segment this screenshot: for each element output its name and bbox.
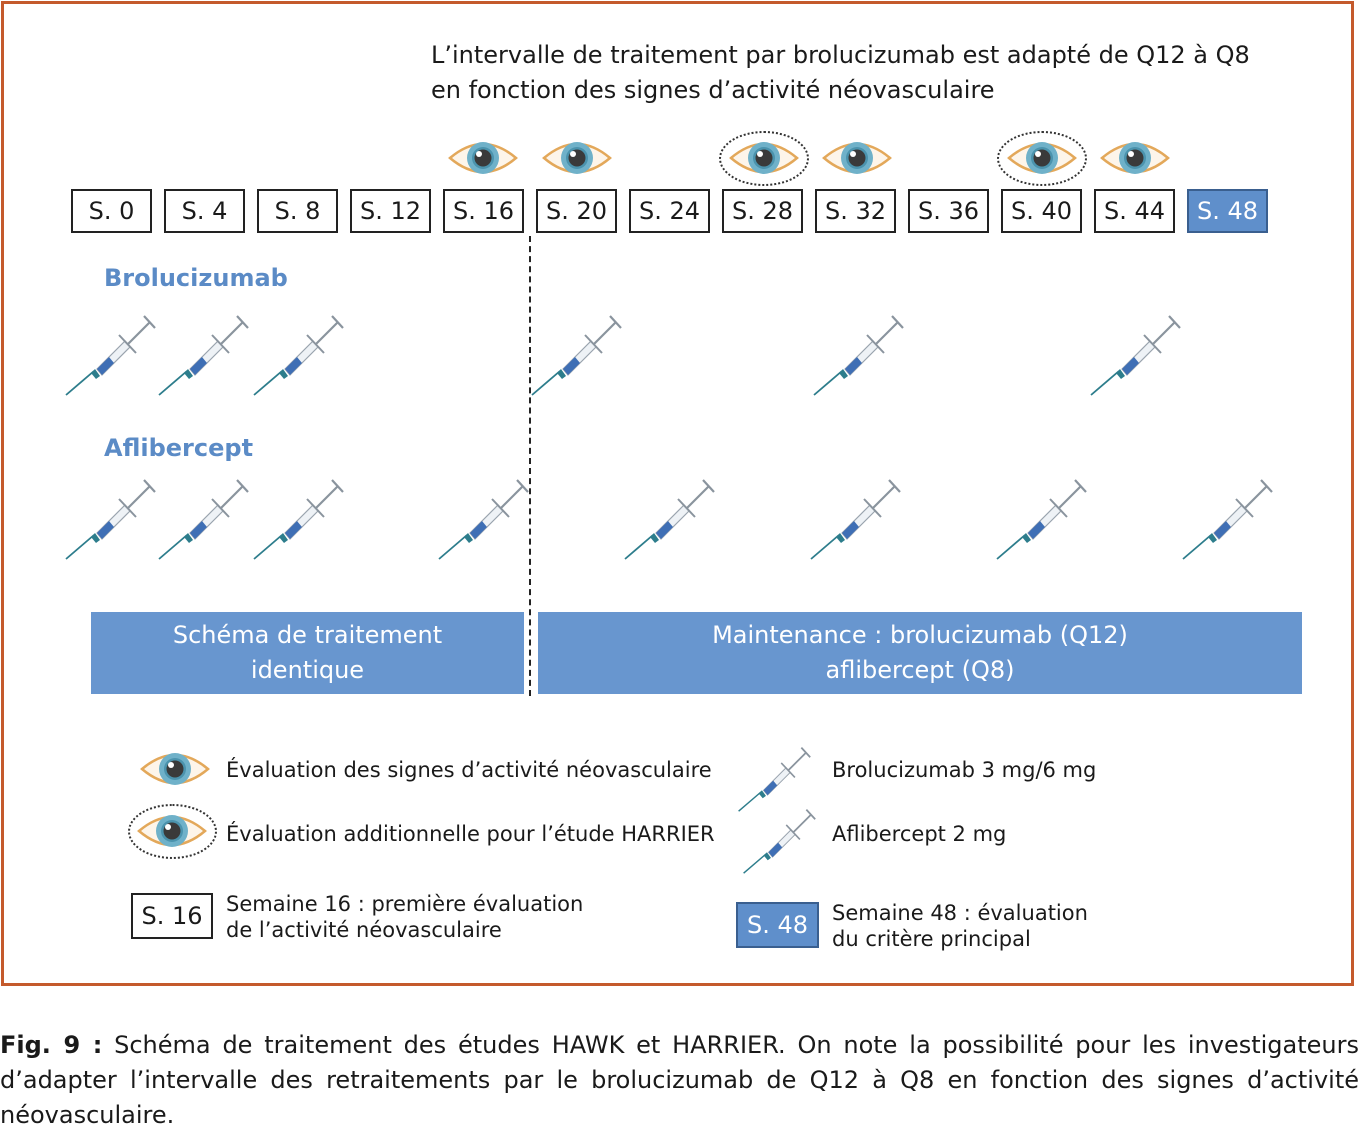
syringe-icon (437, 477, 529, 561)
syringe-icon (252, 313, 344, 397)
syringe-icon (812, 313, 904, 397)
legend-eye-text: Évaluation des signes d’activité néovasculaire (226, 758, 712, 782)
band-left-line-1: Schéma de traitement (172, 621, 443, 649)
legend-eye-dotted-text: Évaluation additionnelle pour l’étude HARRIER (226, 822, 715, 846)
band-right-line-1: Maintenance : brolucizumab (Q12) (712, 621, 1128, 649)
week-box: S. 36 (908, 189, 989, 233)
week-box: S. 4 (164, 189, 245, 233)
subtitle-line-1: L’intervalle de traitement par brolucizumab est adapté de Q12 à Q8 (431, 41, 1250, 69)
eye-icon (1006, 136, 1078, 180)
caption-text: Schéma de traitement des études HAWK et HARRIER. On note la possibilité pour les investigateurs d’adapter l’intervalle des retraitements par le brolucizumab de Q12 à Q8 en fonction des signes d’activité néovasculaire. (0, 1031, 1359, 1129)
legend-eye-dotted-icon (136, 809, 208, 853)
syringe-icon (1089, 313, 1181, 397)
legend-week-box-line-2: de l’activité néovasculaire (226, 918, 502, 942)
week-box: S. 32 (815, 189, 896, 233)
legend-week-box-hl-line-2: du critère principal (832, 927, 1031, 951)
eye-icon (728, 136, 800, 180)
syringe-icon (64, 313, 156, 397)
legend-week-box-highlight: S. 48 (736, 902, 819, 948)
syringe-icon (157, 477, 249, 561)
figure-subtitle (431, 38, 1331, 108)
week-box: S. 16 (443, 189, 524, 233)
syringe-icon (64, 477, 156, 561)
week-box: S. 0 (71, 189, 152, 233)
band-right-line-2: aflibercept (Q8) (825, 656, 1015, 684)
week-box: S. 8 (257, 189, 338, 233)
week-box: S. 12 (350, 189, 431, 233)
row-label-brolucizumab: Brolucizumab (104, 264, 288, 292)
syringe-icon (623, 477, 715, 561)
eye-icon (541, 136, 613, 180)
legend-syringe-icon (742, 807, 816, 875)
week-box: S. 40 (1001, 189, 1082, 233)
subtitle-line-2: en fonction des signes d’activité néovasculaire (431, 76, 995, 104)
week-box: S. 24 (629, 189, 710, 233)
eye-icon (447, 136, 519, 180)
week-box: S. 20 (536, 189, 617, 233)
legend-syringe-brolucizumab-text: Brolucizumab 3 mg/6 mg (832, 758, 1097, 782)
week-box: S. 28 (722, 189, 803, 233)
syringe-icon (530, 313, 622, 397)
legend-week-box-text (226, 891, 583, 943)
syringe-icon (1181, 477, 1273, 561)
band-left-line-2: identique (250, 656, 365, 684)
legend-eye-icon (139, 747, 211, 791)
legend-week-box-line-1: Semaine 16 : première évaluation (226, 892, 584, 916)
phase-band-identical (91, 612, 524, 694)
syringe-icon (252, 477, 344, 561)
legend-syringe-icon (737, 745, 811, 813)
figure-caption (0, 1028, 1359, 1133)
eye-icon (821, 136, 893, 180)
legend-week-box-hl-line-1: Semaine 48 : évaluation (832, 901, 1088, 925)
phase-band-maintenance (538, 612, 1302, 694)
syringe-icon (157, 313, 249, 397)
week-box-highlight: S. 48 (1187, 189, 1268, 233)
week-box: S. 44 (1094, 189, 1175, 233)
legend-syringe-aflibercept-text: Aflibercept 2 mg (832, 822, 1007, 846)
legend-week-box-hl-text (832, 900, 1088, 952)
syringe-icon (809, 477, 901, 561)
row-label-aflibercept: Aflibercept (104, 434, 254, 462)
legend-week-box: S. 16 (131, 893, 213, 939)
dashed-divider (529, 236, 531, 696)
eye-icon (1099, 136, 1171, 180)
syringe-icon (995, 477, 1087, 561)
caption-label: Fig. 9 : (0, 1031, 103, 1059)
